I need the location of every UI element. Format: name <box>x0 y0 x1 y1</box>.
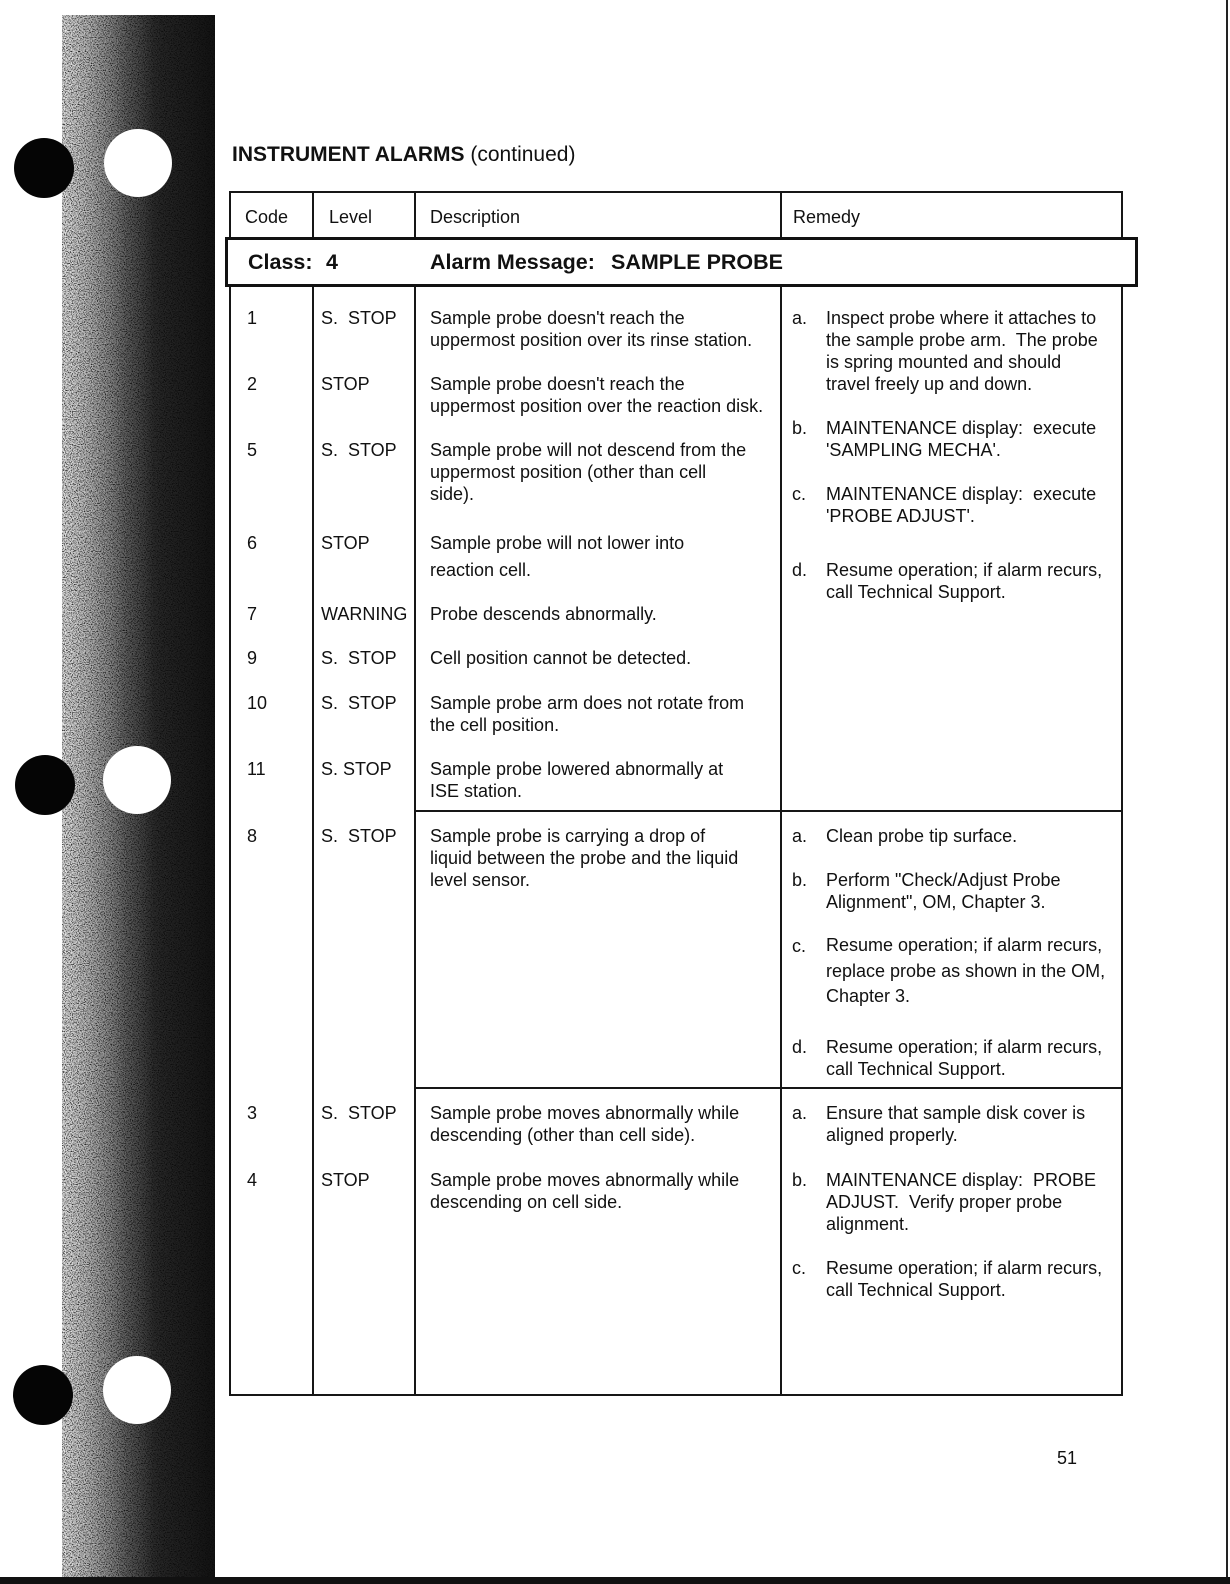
header-code: Code <box>245 207 289 227</box>
alarm-description: Sample probe doesn't reach the uppermost position over its rinse station. <box>430 308 753 350</box>
remedy-letter: b. <box>792 1170 808 1190</box>
binder-hole <box>103 1356 171 1424</box>
alarm-description: Sample probe lowered abnormally at ISE station. <box>430 759 724 801</box>
column-divider <box>312 191 314 1396</box>
alarm-level: S. STOP <box>321 826 397 846</box>
remedy-text: MAINTENANCE display: execute 'SAMPLING MECHA'. <box>826 418 1097 460</box>
remedy-text: Inspect probe where it attaches to the sample probe arm. The probe is spring mounted and should travel freely up and down. <box>826 308 1098 394</box>
page-title <box>232 142 575 168</box>
remedy-letter: b. <box>792 870 808 890</box>
alarm-level: STOP <box>321 1170 370 1190</box>
binder-hole-shadow <box>13 1365 73 1425</box>
row-divider <box>414 810 1122 812</box>
remedy-text: MAINTENANCE display: PROBE ADJUST. Verify proper probe alignment. <box>826 1170 1097 1234</box>
remedy-letter: c. <box>792 936 807 956</box>
remedy-text: Resume operation; if alarm recurs, call Technical Support. <box>826 1258 1103 1300</box>
alarm-description: Sample probe moves abnormally while descending (other than cell side). <box>430 1103 740 1145</box>
class-value: 4 <box>326 250 338 274</box>
binder-hole <box>104 129 172 197</box>
alarm-level: S. STOP <box>321 693 397 713</box>
alarm-level: STOP <box>321 533 370 553</box>
class-label: Class: <box>248 250 313 274</box>
alarm-level: S. STOP <box>321 440 397 460</box>
alarm-code: 4 <box>247 1170 258 1190</box>
remedy-letter: c. <box>792 1258 807 1278</box>
header-description: Description <box>430 207 521 227</box>
scan-edge-right <box>1226 0 1228 1584</box>
class-banner <box>225 237 1138 287</box>
alarm-description: Sample probe doesn't reach the uppermost position over the reaction disk. <box>430 374 764 416</box>
row-divider <box>414 1087 1122 1089</box>
remedy-letter: a. <box>792 826 808 846</box>
alarm-code: 7 <box>247 604 258 624</box>
alarm-level: WARNING <box>321 604 408 624</box>
remedy-text: Resume operation; if alarm recurs, call Technical Support. <box>826 1037 1103 1079</box>
alarm-level: S. STOP <box>321 308 397 328</box>
alarm-message-label: Alarm Message: <box>430 250 595 274</box>
alarm-code: 1 <box>247 308 258 328</box>
page-title-main: INSTRUMENT ALARMS <box>232 143 465 166</box>
alarm-description: Sample probe is carrying a drop of liquid between the probe and the liquid level sensor. <box>430 826 739 890</box>
remedy-letter: a. <box>792 308 808 328</box>
alarm-code: 6 <box>247 533 258 553</box>
alarm-message-value: SAMPLE PROBE <box>611 250 784 274</box>
alarm-level: S. STOP <box>321 1103 397 1123</box>
binder-hole <box>103 746 171 814</box>
remedy-text: Resume operation; if alarm recurs, call Technical Support. <box>826 560 1103 602</box>
remedy-letter: d. <box>792 560 808 580</box>
header-level: Level <box>329 207 373 227</box>
column-divider <box>414 191 416 1396</box>
remedy-text: Resume operation; if alarm recurs, replace probe as shown in the OM, Chapter 3. <box>826 935 1106 1007</box>
alarm-code: 10 <box>247 693 268 713</box>
remedy-text: MAINTENANCE display: execute 'PROBE ADJUST'. <box>826 484 1097 526</box>
alarm-level: S. STOP <box>321 648 397 668</box>
alarm-code: 9 <box>247 648 258 668</box>
remedy-text: Ensure that sample disk cover is aligned properly. <box>826 1103 1086 1145</box>
alarm-description: Sample probe moves abnormally while descending on cell side. <box>430 1170 740 1212</box>
remedy-text: Clean probe tip surface. <box>826 826 1018 846</box>
binder-hole-shadow <box>15 755 75 815</box>
scan-edge-bottom <box>0 1577 1230 1584</box>
alarm-code: 11 <box>247 759 266 779</box>
page-number: 51 <box>1057 1448 1078 1468</box>
alarm-code: 2 <box>247 374 258 394</box>
alarm-code: 3 <box>247 1103 258 1123</box>
page-title-suffix: (continued) <box>464 143 576 166</box>
remedy-letter: a. <box>792 1103 808 1123</box>
alarm-description: Probe descends abnormally. <box>430 604 657 624</box>
remedy-letter: d. <box>792 1037 808 1057</box>
alarm-code: 5 <box>247 440 258 460</box>
remedy-letter: c. <box>792 484 807 504</box>
remedy-text: Perform "Check/Adjust Probe Alignment", OM, Chapter 3. <box>826 870 1061 912</box>
alarm-description: Sample probe will not descend from the uppermost position (other than cell side). <box>430 440 747 504</box>
alarm-code: 8 <box>247 826 258 846</box>
alarm-level: S. STOP <box>321 759 392 779</box>
alarm-description: Cell position cannot be detected. <box>430 648 692 668</box>
alarm-description: Sample probe arm does not rotate from the cell position. <box>430 693 745 735</box>
column-divider <box>780 191 782 1396</box>
alarm-description: Sample probe will not lower into reaction cell. <box>430 532 685 580</box>
remedy-letter: b. <box>792 418 808 438</box>
binder-hole-shadow <box>14 138 74 198</box>
alarm-level: STOP <box>321 374 370 394</box>
header-remedy: Remedy <box>793 207 861 227</box>
